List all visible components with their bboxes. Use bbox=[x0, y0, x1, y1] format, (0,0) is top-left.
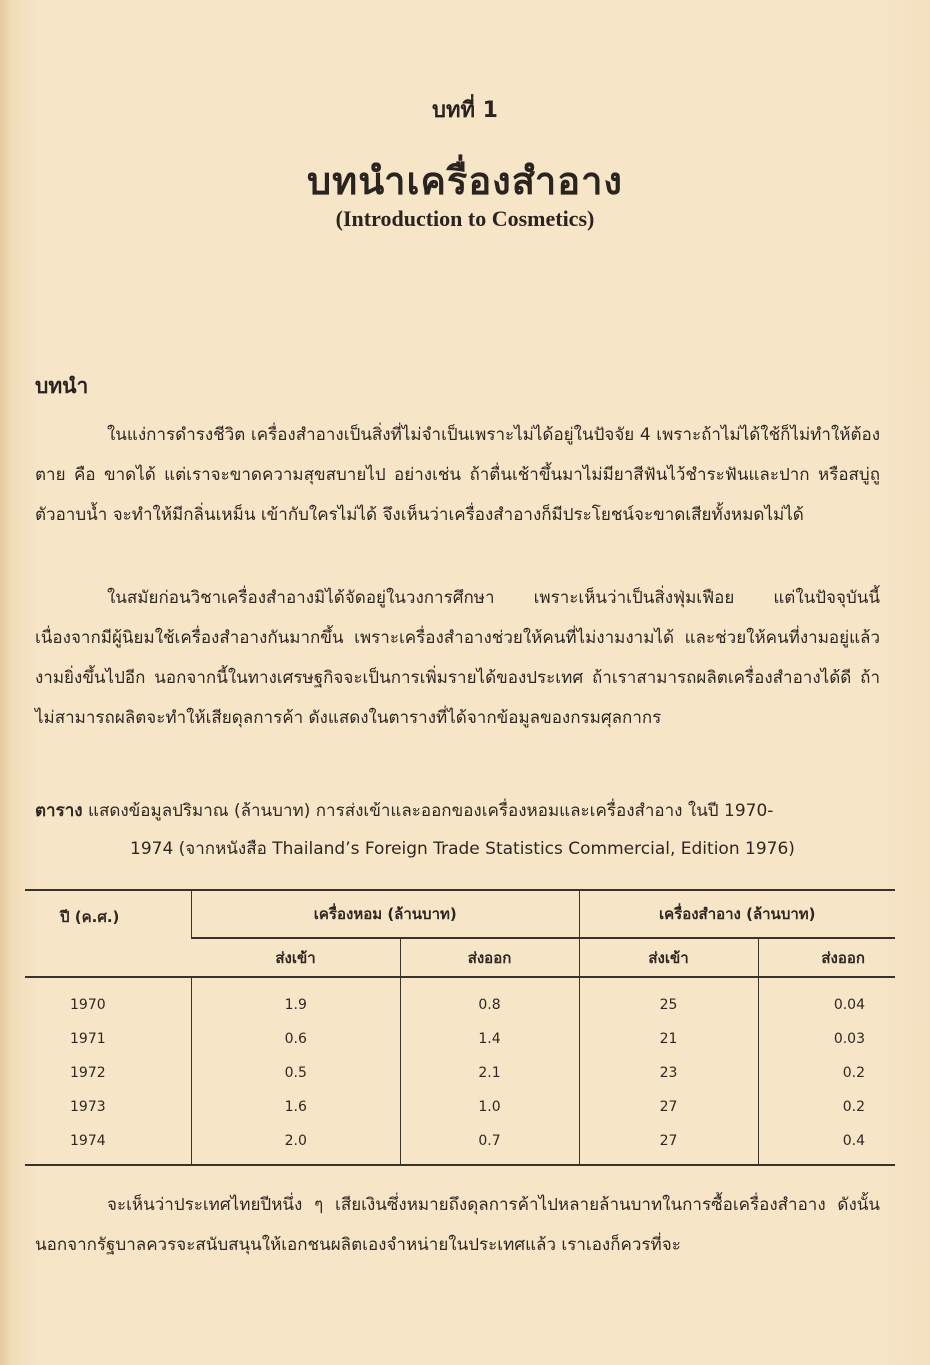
perfume-import-cell: 2.0 bbox=[192, 1124, 401, 1165]
cosmetic-group-header: เครื่องสำอาง (ล้านบาท) bbox=[579, 890, 895, 938]
perfume-group-header: เครื่องหอม (ล้านบาท) bbox=[192, 890, 580, 938]
cosmetic-import-cell: 21 bbox=[579, 1022, 758, 1056]
year-cell: 1970 bbox=[70, 997, 106, 1013]
year-cell: 1974 bbox=[70, 1133, 106, 1149]
perfume-import-cell: 1.6 bbox=[192, 1090, 401, 1124]
perfume-export-cell: 0.8 bbox=[400, 977, 579, 1022]
table-row bbox=[25, 977, 895, 1022]
perfume-export-cell: 2.1 bbox=[400, 1056, 579, 1090]
table-caption-line1: แสดงข้อมูลปริมาณ (ล้านบาท) การส่งเข้าและออกของเครื่องหอมและเครื่องสำอาง ในปี 1970- bbox=[82, 801, 774, 821]
cosmetic-import-cell: 27 bbox=[579, 1124, 758, 1165]
table-caption bbox=[35, 792, 885, 868]
table-row bbox=[25, 1056, 895, 1090]
table-row bbox=[25, 1090, 895, 1124]
table-caption-label: ตาราง bbox=[35, 801, 83, 821]
cosmetic-export-cell: 0.2 bbox=[758, 1090, 895, 1124]
year-header: ปี (ค.ศ.) bbox=[25, 890, 192, 977]
perfume-import-cell: 1.9 bbox=[192, 977, 401, 1022]
section-heading: บทนำ bbox=[35, 374, 89, 398]
chapter-number: บทที่ 1 bbox=[432, 98, 498, 123]
paragraph-2: ในสมัยก่อนวิชาเครื่องสำอางมิได้จัดอยู่ในวงการศึกษา เพราะเห็นว่าเป็นสิ่งฟุ่มเฟือย แต่ในปัจจุบันนี้ เนื่องจากมีผู้นิยมใช้เครื่องสำอางกันมากขึ้น เพราะเครื่องสำอางช่วยให้คนที่ไม่งามงามได้ และช่วยให้คนที่งามอยู่แล้วงามยิ่งขึ้นไปอีก นอกจากนี้ในทางเศรษฐกิจจะเป็นการเพิ่มรายได้ของประเทศ ถ้าเราสามารถผลิตเครื่องสำอางได้ดี ถ้าไม่สามารถผลิตจะทำให้เสียดุลการค้า ดังแสดงในตารางที่ได้จากข้อมูลของกรมศุลกากร bbox=[35, 588, 880, 728]
cosmetic-export-header: ส่งออก bbox=[758, 938, 895, 977]
paragraph-1: ในแง่การดำรงชีวิต เครื่องสำอางเป็นสิ่งที่ไม่จำเป็นเพราะไม่ได้อยู่ในปัจจัย 4 เพราะถ้าไม่ได้ใช้ก็ไม่ทำให้ต้องตาย คือ ขาดได้ แต่เราจะขาดความสุขสบายไป อย่างเช่น ถ้าตื่นเช้าขึ้นมาไม่มียาสีฟันไว้ชำระฟันและปาก หรือสบู่ถูตัวอาบน้ำ จะทำให้มีกลิ่นเหม็น เข้ากับใครไม่ได้ จึงเห็นว่าเครื่องสำอางก็มีประโยชน์จะขาดเสียทั้งหมดไม่ได้ bbox=[35, 425, 880, 525]
cosmetic-export-cell: 0.03 bbox=[758, 1022, 895, 1056]
cosmetic-import-header: ส่งเข้า bbox=[579, 938, 758, 977]
perfume-export-cell: 1.0 bbox=[400, 1090, 579, 1124]
paragraph-3: จะเห็นว่าประเทศไทยปีหนึ่ง ๆ เสียเงินซึ่งหมายถึงดุลการค้าไปหลายล้านบาทในการซื้อเครื่องสำอาง ดังนั้นนอกจากรัฐบาลควรจะสนับสนุนให้เอกชนผลิตเองจำหน่ายในประเทศแล้ว เราเองก็ควรที่จะ bbox=[35, 1195, 880, 1255]
trade-table bbox=[25, 889, 895, 1166]
cosmetic-export-cell: 0.2 bbox=[758, 1056, 895, 1090]
perfume-export-header: ส่งออก bbox=[400, 938, 579, 977]
year-cell: 1971 bbox=[70, 1031, 106, 1047]
chapter-title: บทนำเครื่องสำอาง bbox=[307, 159, 623, 203]
year-cell: 1973 bbox=[70, 1099, 106, 1115]
perfume-export-cell: 1.4 bbox=[400, 1022, 579, 1056]
cosmetic-export-cell: 0.4 bbox=[758, 1124, 895, 1165]
perfume-import-cell: 0.5 bbox=[192, 1056, 401, 1090]
cosmetic-import-cell: 27 bbox=[579, 1090, 758, 1124]
perfume-import-header: ส่งเข้า bbox=[192, 938, 401, 977]
perfume-export-cell: 0.7 bbox=[400, 1124, 579, 1165]
perfume-import-cell: 0.6 bbox=[192, 1022, 401, 1056]
chapter-subtitle: (Introduction to Cosmetics) bbox=[335, 206, 595, 231]
cosmetic-import-cell: 25 bbox=[579, 977, 758, 1022]
cosmetic-export-cell: 0.04 bbox=[758, 977, 895, 1022]
table-row bbox=[25, 1022, 895, 1056]
table-caption-line2: 1974 (จากหนังสือ Thailand’s Foreign Trade Statistics Commercial, Edition 1976) bbox=[130, 839, 795, 859]
table-row bbox=[25, 1124, 895, 1165]
cosmetic-import-cell: 23 bbox=[579, 1056, 758, 1090]
year-cell: 1972 bbox=[70, 1065, 106, 1081]
